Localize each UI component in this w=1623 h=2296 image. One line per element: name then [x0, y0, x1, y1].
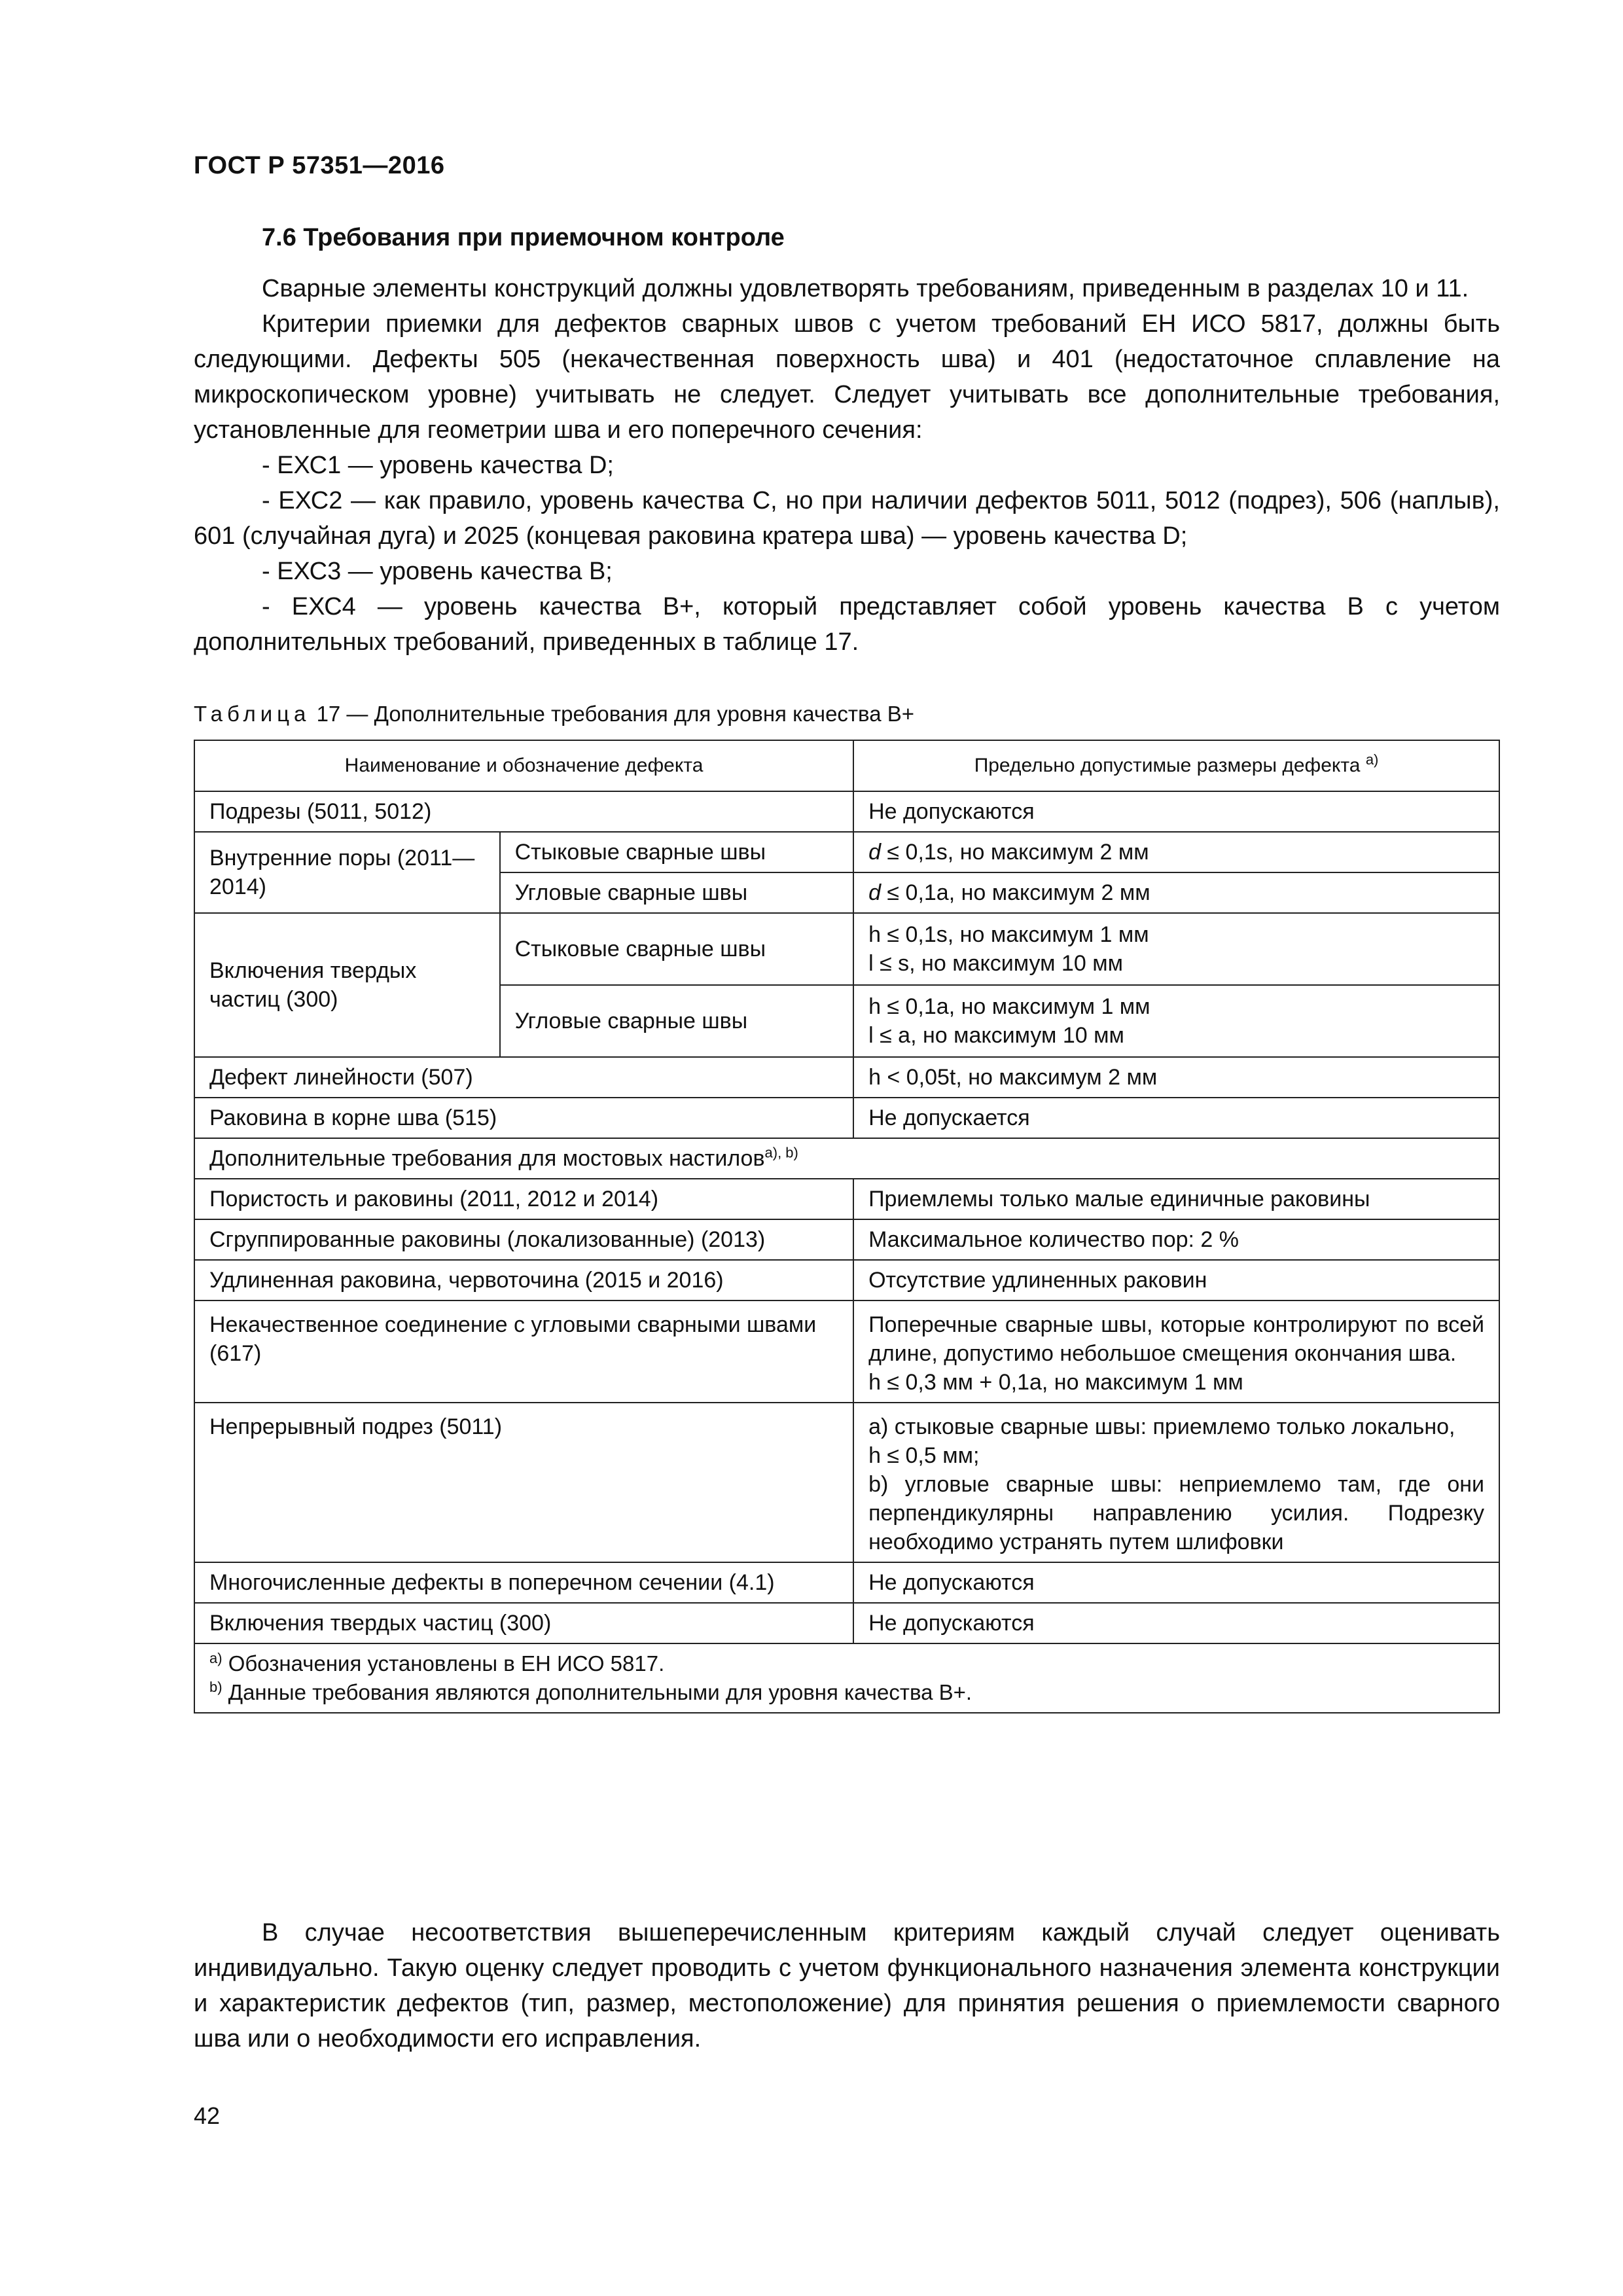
weld-type: Угловые сварные швы: [500, 985, 853, 1057]
bridge-deck-subheader: Дополнительные требования для мостовых настилов$^{a), b)}$: [194, 1138, 1499, 1179]
table-row: [194, 913, 1499, 985]
defect-name: Удлиненная раковина, червоточина (2015 и 2016): [194, 1260, 853, 1300]
weld-type: Стыковые сварные швы: [500, 913, 853, 985]
defect-name: Непрерывный подрез (5011): [194, 1403, 853, 1562]
table-row: [194, 832, 1499, 872]
table-header-row: [194, 740, 1499, 791]
footnote-mark: a): [1365, 751, 1379, 768]
weld-type: Стыковые сварные швы: [500, 832, 853, 872]
paragraph-1: Сварные элементы конструкций должны удовлетворять требованиям, приведенным в разделах 10 и 11.: [262, 275, 1469, 302]
table-row: [194, 1219, 1499, 1260]
table-row: [194, 1403, 1499, 1562]
table-notes: [194, 1643, 1499, 1713]
defect-limit: Не допускаются: [853, 1562, 1499, 1603]
defect-limit: h < 0,05t, но максимум 2 мм: [853, 1057, 1499, 1098]
table-subheader-row: [194, 1138, 1499, 1179]
defect-name: Многочисленные дефекты в поперечном сечении (4.1): [194, 1562, 853, 1603]
list-item-exc3: - ЕХС3 — уровень качества В;: [262, 558, 613, 585]
list-item-exc4: - ЕХС4 — уровень качества В+, который представляет собой уровень качества В с учетом дополнительных требований, приведенных в таблице 17.: [194, 593, 1500, 656]
weld-type: Угловые сварные швы: [500, 872, 853, 913]
table-note-b: $^{b)}$ Данные требования являются дополнительными для уровня качества В+.: [209, 1679, 972, 1704]
table-row: [194, 1057, 1499, 1098]
defect-limit: а) стыковые сварные швы: приемлемо только локально, h ≤ 0,5 мм; b) угловые сварные швы: неприемлемо там, где они перпендикулярны направлению усилия. Подрезку необходимо устранять путем шлифовки: [853, 1403, 1499, 1562]
defects-table: [194, 740, 1500, 1713]
defect-limit: Не допускаются: [853, 791, 1499, 832]
page-number: 42: [194, 2102, 221, 2129]
defect-limit: d ≤ 0,1a, но максимум 2 мм: [853, 872, 1499, 913]
defect-name: Подрезы (5011, 5012): [194, 791, 853, 832]
defect-name: Включения твердых частиц (300): [194, 1603, 853, 1643]
defect-limit: Приемлемы только малые единичные раковины: [853, 1179, 1499, 1219]
defect-name: Сгруппированные раковины (локализованные) (2013): [194, 1219, 853, 1260]
closing-paragraph: В случае несоответствия вышеперечисленным критериям каждый случай следует оценивать индивидуально. Такую оценку следует проводить с учетом функционального назначения элемента конструкции и характеристик дефектов (тип, размер, местоположение) для принятия решения о приемлемости сварного шва или о необходимости его исправления.: [194, 1919, 1500, 2053]
defect-name: Внутренние поры (2011—2014): [194, 832, 500, 913]
table-caption: [194, 702, 914, 726]
col-header-limits: Предельно допустимые размеры дефекта $^{a)}$: [853, 740, 1499, 791]
footnote-mark: a), b): [764, 1144, 798, 1161]
defect-name: Включения твердых частиц (300): [194, 913, 500, 1057]
table-caption-label: Таблица: [194, 702, 311, 726]
defect-name: Дефект линейности (507): [194, 1057, 853, 1098]
table-row: [194, 1260, 1499, 1300]
paragraph-2: Критерии приемки для дефектов сварных швов с учетом требований ЕН ИСО 5817, должны быть следующими. Дефекты 505 (некачественная поверхность шва) и 401 (недостаточное сплавление на микроскопическом уровне) учитывать не следует. Следует учитывать все дополнительные требования, установленные для геометрии шва и его поперечного сечения:: [194, 310, 1500, 444]
defect-limit: Отсутствие удлиненных раковин: [853, 1260, 1499, 1300]
defect-name: Пористость и раковины (2011, 2012 и 2014): [194, 1179, 853, 1219]
standard-header: ГОСТ Р 57351—2016: [194, 152, 445, 179]
defect-limit: d ≤ 0,1s, но максимум 2 мм: [853, 832, 1499, 872]
intro-text: [194, 271, 1500, 660]
table-row: [194, 1603, 1499, 1643]
defect-limit: Не допускается: [853, 1098, 1499, 1138]
table-row: [194, 1179, 1499, 1219]
defect-limit: h ≤ 0,1a, но максимум 1 мм l ≤ a, но максимум 10 мм: [853, 985, 1499, 1057]
defect-limit: Поперечные сварные швы, которые контролируют по всей длине, допустимо небольшое смещения окончания шва. h ≤ 0,3 мм + 0,1a, но максимум 1 мм: [853, 1300, 1499, 1403]
list-item-exc2: - ЕХС2 — как правило, уровень качества С, но при наличии дефектов 5011, 5012 (подрез), 506 (наплыв), 601 (случайная дуга) и 2025 (концевая раковина кратера шва) — уровень качества D;: [194, 487, 1500, 550]
col-header-defect: Наименование и обозначение дефекта: [194, 740, 853, 791]
list-item-exc1: - ЕХС1 — уровень качества D;: [262, 452, 614, 479]
section-title: 7.6 Требования при приемочном контроле: [262, 224, 785, 251]
defect-name: Некачественное соединение с угловыми сварными швами (617): [194, 1300, 853, 1403]
table-caption-text: 17 — Дополнительные требования для уровня качества В+: [316, 702, 915, 726]
defect-limit: Не допускаются: [853, 1603, 1499, 1643]
defect-name: Раковина в корне шва (515): [194, 1098, 853, 1138]
table-row: [194, 1098, 1499, 1138]
table-notes-row: [194, 1643, 1499, 1713]
defect-limit: h ≤ 0,1s, но максимум 1 мм l ≤ s, но максимум 10 мм: [853, 913, 1499, 985]
table-row: [194, 791, 1499, 832]
defect-limit: Максимальное количество пор: 2 %: [853, 1219, 1499, 1260]
table-note-a: $^{a)}$ Обозначения установлены в ЕН ИСО 5817.: [209, 1650, 665, 1676]
table-row: [194, 1562, 1499, 1603]
table-row: [194, 1300, 1499, 1403]
closing-text: [194, 1915, 1500, 2056]
